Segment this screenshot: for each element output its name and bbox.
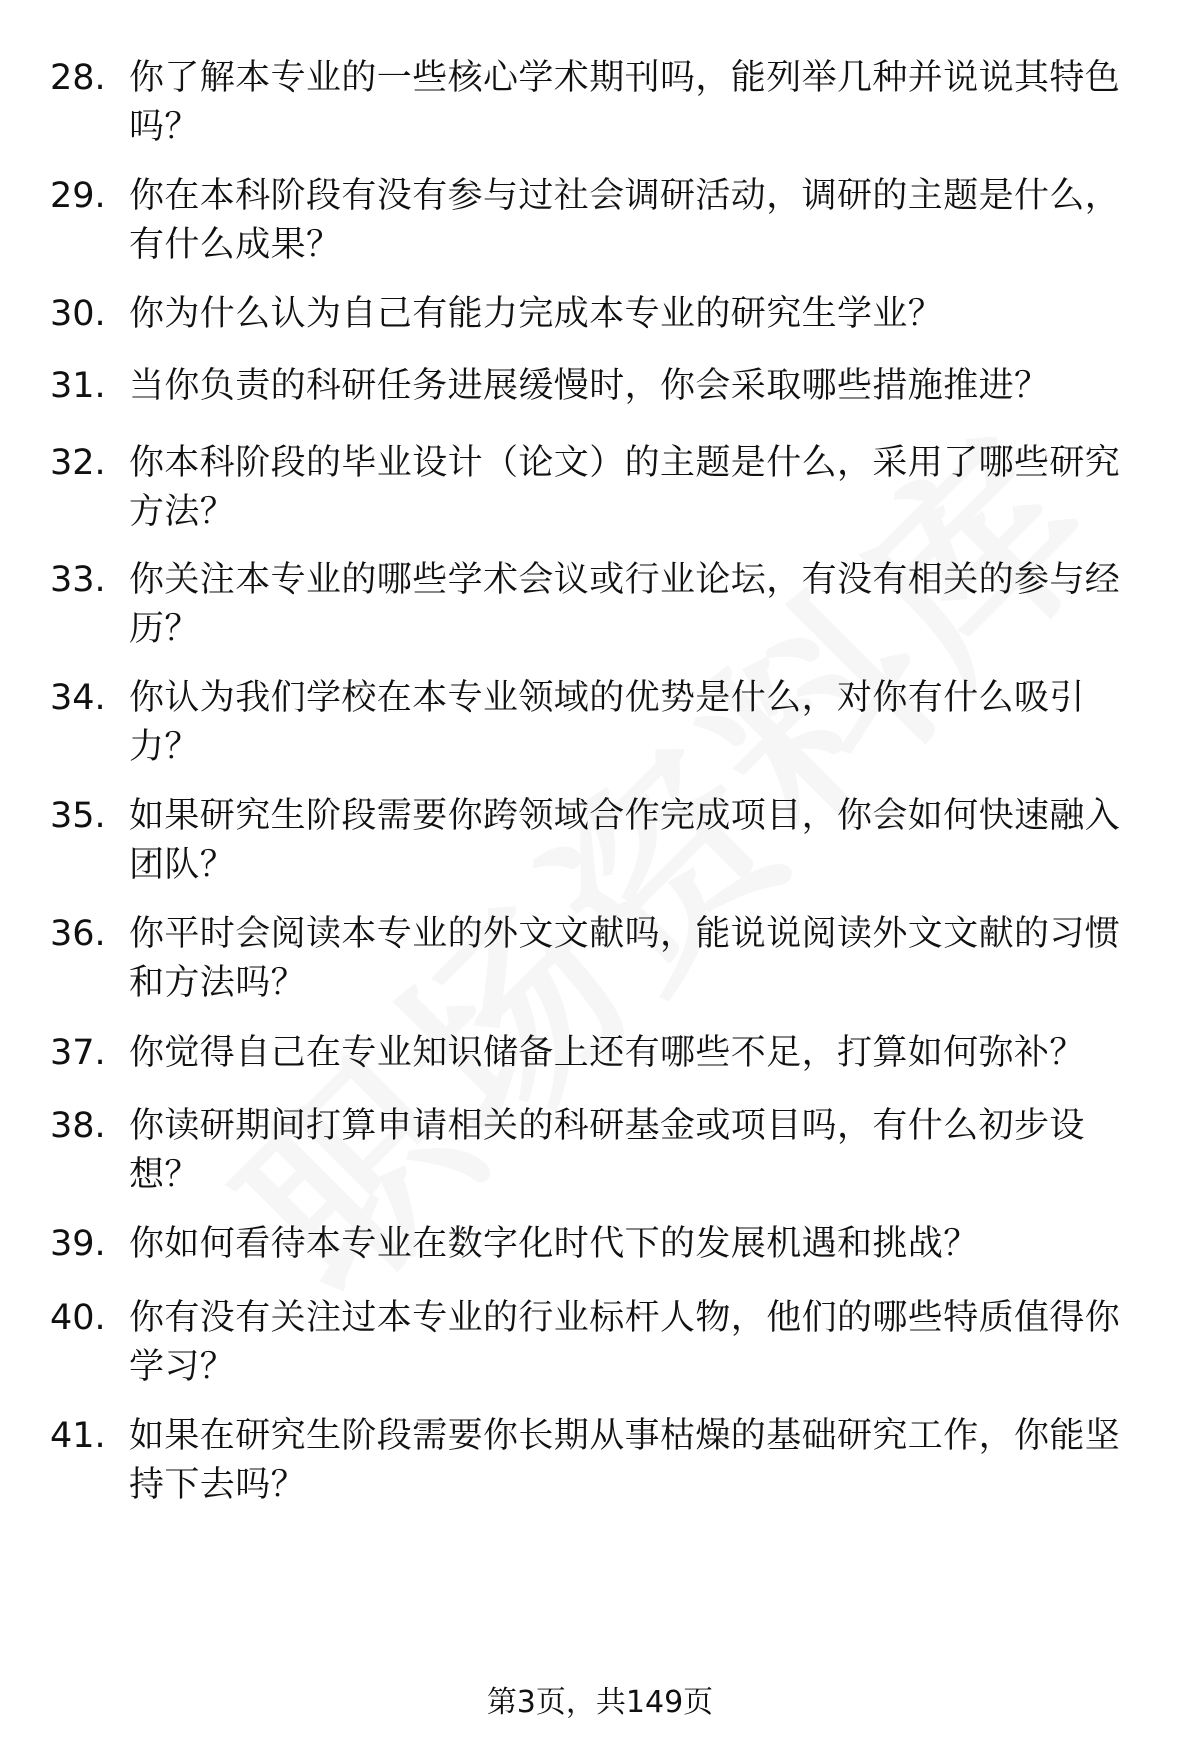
question-text: 如果研究生阶段需要你跨领域合作完成项目，你会如何快速融入团队？ — [129, 796, 1121, 885]
question-number: 33. — [50, 560, 106, 600]
question-number: 41. — [50, 1416, 106, 1456]
question-text: 你本科阶段的毕业设计（论文）的主题是什么，采用了哪些研究方法？ — [129, 443, 1121, 532]
question-text: 你了解本专业的一些核心学术期刊吗，能列举几种并说说其特色吗？ — [129, 58, 1121, 147]
question-number: 29. — [50, 176, 106, 216]
question-number: 32. — [50, 443, 106, 483]
question-text: 你觉得自己在专业知识储备上还有哪些不足，打算如何弥补？ — [129, 1033, 1085, 1073]
question-number: 37. — [50, 1033, 106, 1073]
question-number: 39. — [50, 1224, 106, 1264]
question-text: 当你负责的科研任务进展缓慢时，你会采取哪些措施推进？ — [129, 366, 1050, 406]
question-number: 30. — [50, 294, 106, 334]
question-text: 你有没有关注过本专业的行业标杆人物，他们的哪些特质值得你学习？ — [129, 1298, 1121, 1387]
question-number: 36. — [50, 914, 106, 954]
question-text: 你在本科阶段有没有参与过社会调研活动，调研的主题是什么，有什么成果？ — [129, 176, 1121, 265]
question-number: 35. — [50, 796, 106, 836]
question-text: 如果在研究生阶段需要你长期从事枯燥的基础研究工作，你能坚持下去吗？ — [129, 1416, 1121, 1505]
question-text: 你平时会阅读本专业的外文文献吗，能说说阅读外文文献的习惯和方法吗？ — [129, 914, 1121, 1003]
question-text: 你为什么认为自己有能力完成本专业的研究生学业？ — [129, 294, 944, 334]
question-number: 40. — [50, 1298, 106, 1338]
question-text: 你关注本专业的哪些学术会议或行业论坛，有没有相关的参与经历？ — [129, 560, 1121, 649]
question-text: 你读研期间打算申请相关的科研基金或项目吗，有什么初步设想？ — [129, 1106, 1085, 1195]
question-number: 31. — [50, 366, 106, 406]
question-number: 34. — [50, 678, 106, 718]
question-text: 你认为我们学校在本专业领域的优势是什么，对你有什么吸引力？ — [129, 678, 1085, 767]
question-number: 38. — [50, 1106, 106, 1146]
question-number: 28. — [50, 58, 106, 98]
page-footer: 第3页，共149页 — [486, 1685, 714, 1720]
question-text: 你如何看待本专业在数字化时代下的发展机遇和挑战？ — [129, 1224, 979, 1264]
